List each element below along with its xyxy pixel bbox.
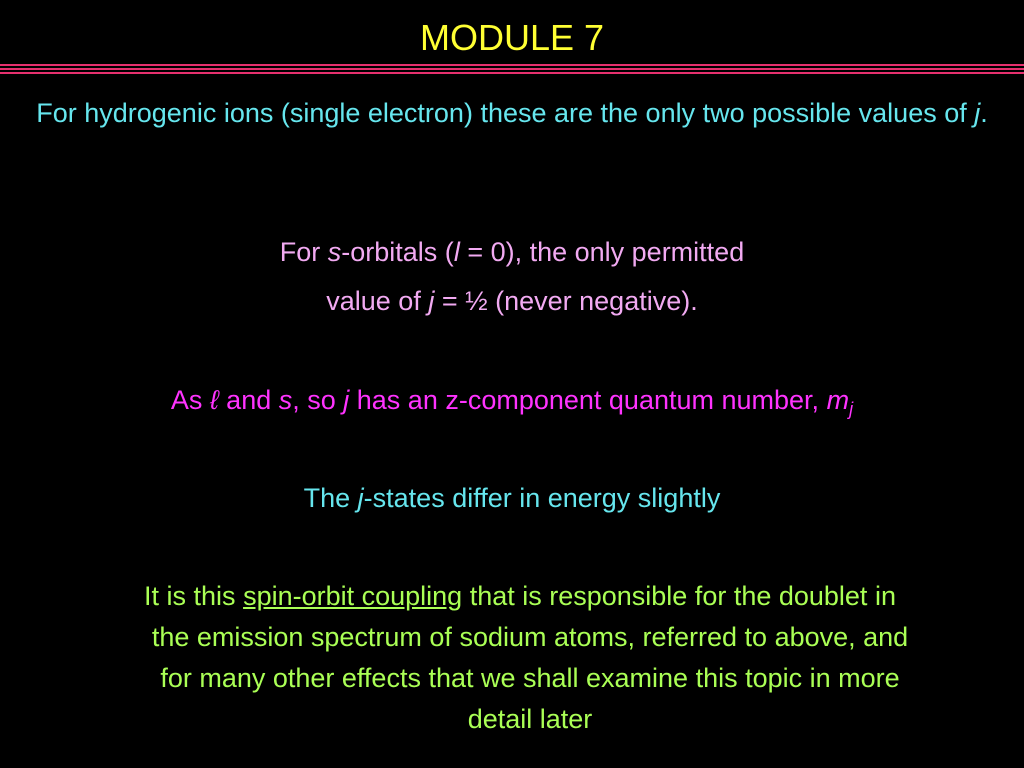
p4-j-symbol: j (357, 483, 364, 513)
p3-text-b: and (218, 385, 279, 415)
p3-ell-symbol: ℓ (209, 385, 219, 415)
p2-l-symbol: l (453, 237, 460, 267)
paragraph-z-component (20, 380, 1004, 421)
p3-j-symbol: j (343, 385, 350, 415)
p1-j-symbol: j (974, 98, 981, 128)
p2-text-a: For (279, 237, 328, 267)
p3-m-symbol: m (826, 385, 850, 415)
p2-line2 (20, 281, 1004, 322)
paragraph-j-states (20, 478, 1004, 519)
paragraph-spin-orbit-coupling (30, 576, 1010, 740)
p3-s-symbol: s (278, 385, 293, 415)
p5-line2: the emission spectrum of sodium atoms, referred to above, and (151, 622, 909, 652)
p1-end: . (980, 98, 988, 128)
p4-text-b: -states differ in energy slightly (363, 483, 721, 513)
p3-j-subscript: j (849, 399, 854, 419)
p5-text-a: It is this (144, 581, 244, 611)
title-rule-middle (0, 68, 1024, 70)
p5-line4: detail later (467, 704, 593, 734)
p3-text-c: , so (292, 385, 344, 415)
p2-text-d: value of (326, 286, 429, 316)
p3-text-d: has an z-component quantum number, (349, 385, 827, 415)
p1-text: For hydrogenic ions (single electron) these are the only two possible values of (36, 98, 975, 128)
p4-text-a: The (303, 483, 358, 513)
p2-line1 (280, 237, 744, 267)
title-rule-bottom (0, 72, 1024, 74)
spin-orbit-coupling-link[interactable]: spin-orbit coupling (243, 581, 463, 611)
slide-title: MODULE 7 (419, 17, 605, 58)
paragraph-s-orbitals (20, 232, 1004, 322)
p3-text-a: As (170, 385, 210, 415)
title-rule-top (0, 64, 1024, 66)
p2-j-symbol: j (428, 286, 435, 316)
p5-text-b: that is responsible for the doublet in (462, 581, 896, 611)
p2-s-symbol: s (327, 237, 342, 267)
p5-line3: for many other effects that we shall examine this topic in more (160, 663, 900, 693)
p2-text-e: = ½ (never negative). (434, 286, 698, 316)
p2-text-c: = 0), the only permitted (459, 237, 745, 267)
paragraph-hydrogenic-ions (20, 93, 1004, 134)
p2-text-b: -orbitals ( (341, 237, 454, 267)
p5-line1 (30, 576, 1010, 617)
